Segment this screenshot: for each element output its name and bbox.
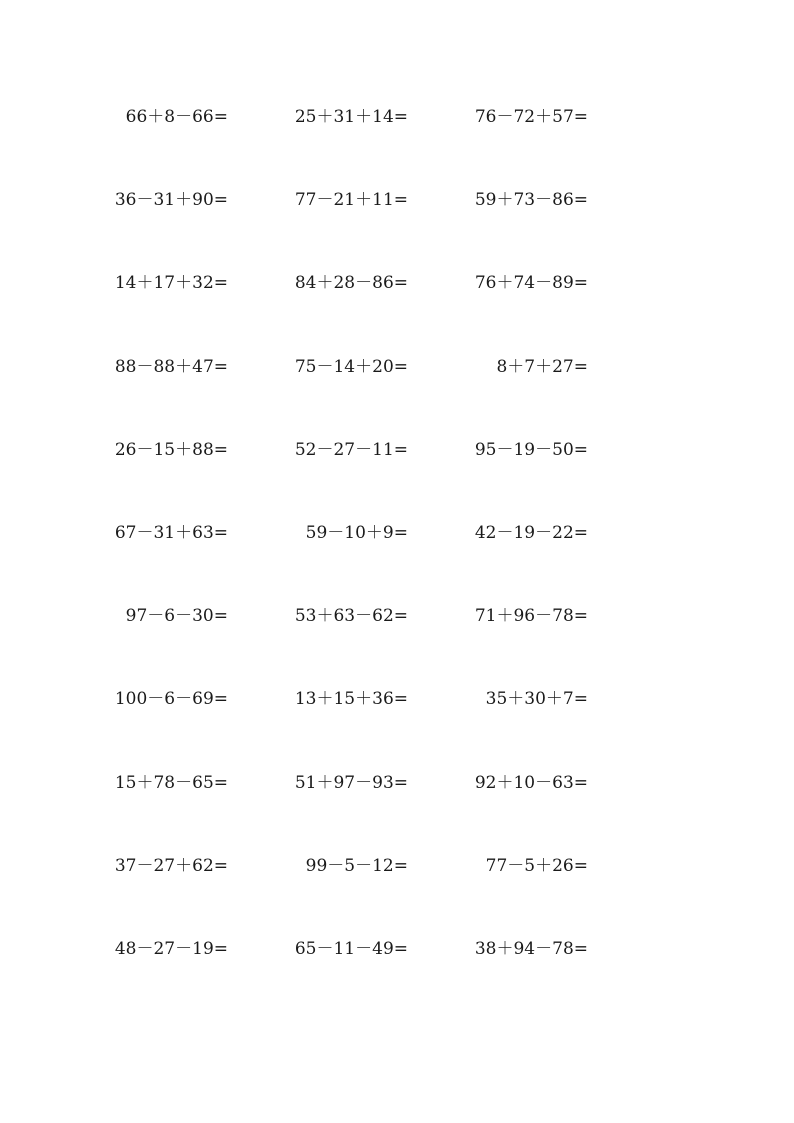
problem: 25＋31＋14= — [294, 107, 408, 127]
problem: 65－11－49= — [294, 938, 408, 959]
problem: 14＋17＋32= — [114, 273, 228, 294]
problem: 37－27＋62= — [114, 855, 228, 876]
problem: 53＋63－62= — [294, 606, 408, 627]
problem: 8＋7＋27= — [496, 356, 588, 377]
problem: 77－21＋11= — [294, 190, 408, 211]
problem: 51＋97－93= — [294, 772, 408, 793]
problem: 59－10＋9= — [305, 522, 408, 543]
problem: 95－19－50= — [474, 439, 588, 460]
problem: 75－14＋20= — [294, 356, 408, 377]
problem: 52－27－11= — [294, 439, 408, 460]
problem: 97－6－30= — [125, 606, 228, 627]
problem: 42－19－22= — [474, 522, 588, 543]
problem: 76－72＋57= — [474, 107, 588, 127]
problem: 100－6－69= — [114, 689, 228, 710]
problem: 66＋8－66= — [125, 107, 228, 127]
problem: 92＋10－63= — [474, 772, 588, 793]
problem: 59＋73－86= — [474, 190, 588, 211]
problem: 67－31＋63= — [114, 522, 228, 543]
problem: 84＋28－86= — [294, 273, 408, 294]
problem-grid — [100, 100, 600, 1015]
problem: 38＋94－78= — [474, 938, 588, 959]
problem: 26－15＋88= — [114, 439, 228, 460]
problem: 99－5－12= — [305, 855, 408, 876]
problem: 88－88＋47= — [114, 356, 228, 377]
problem: 15＋78－65= — [114, 772, 228, 793]
problem: 71＋96－78= — [474, 606, 588, 627]
problem: 48－27－19= — [114, 938, 228, 959]
problem: 13＋15＋36= — [294, 689, 408, 710]
problem: 76＋74－89= — [474, 273, 588, 294]
problem: 35＋30＋7= — [485, 689, 588, 710]
problem: 36－31＋90= — [114, 190, 228, 211]
problem: 77－5＋26= — [485, 855, 588, 876]
